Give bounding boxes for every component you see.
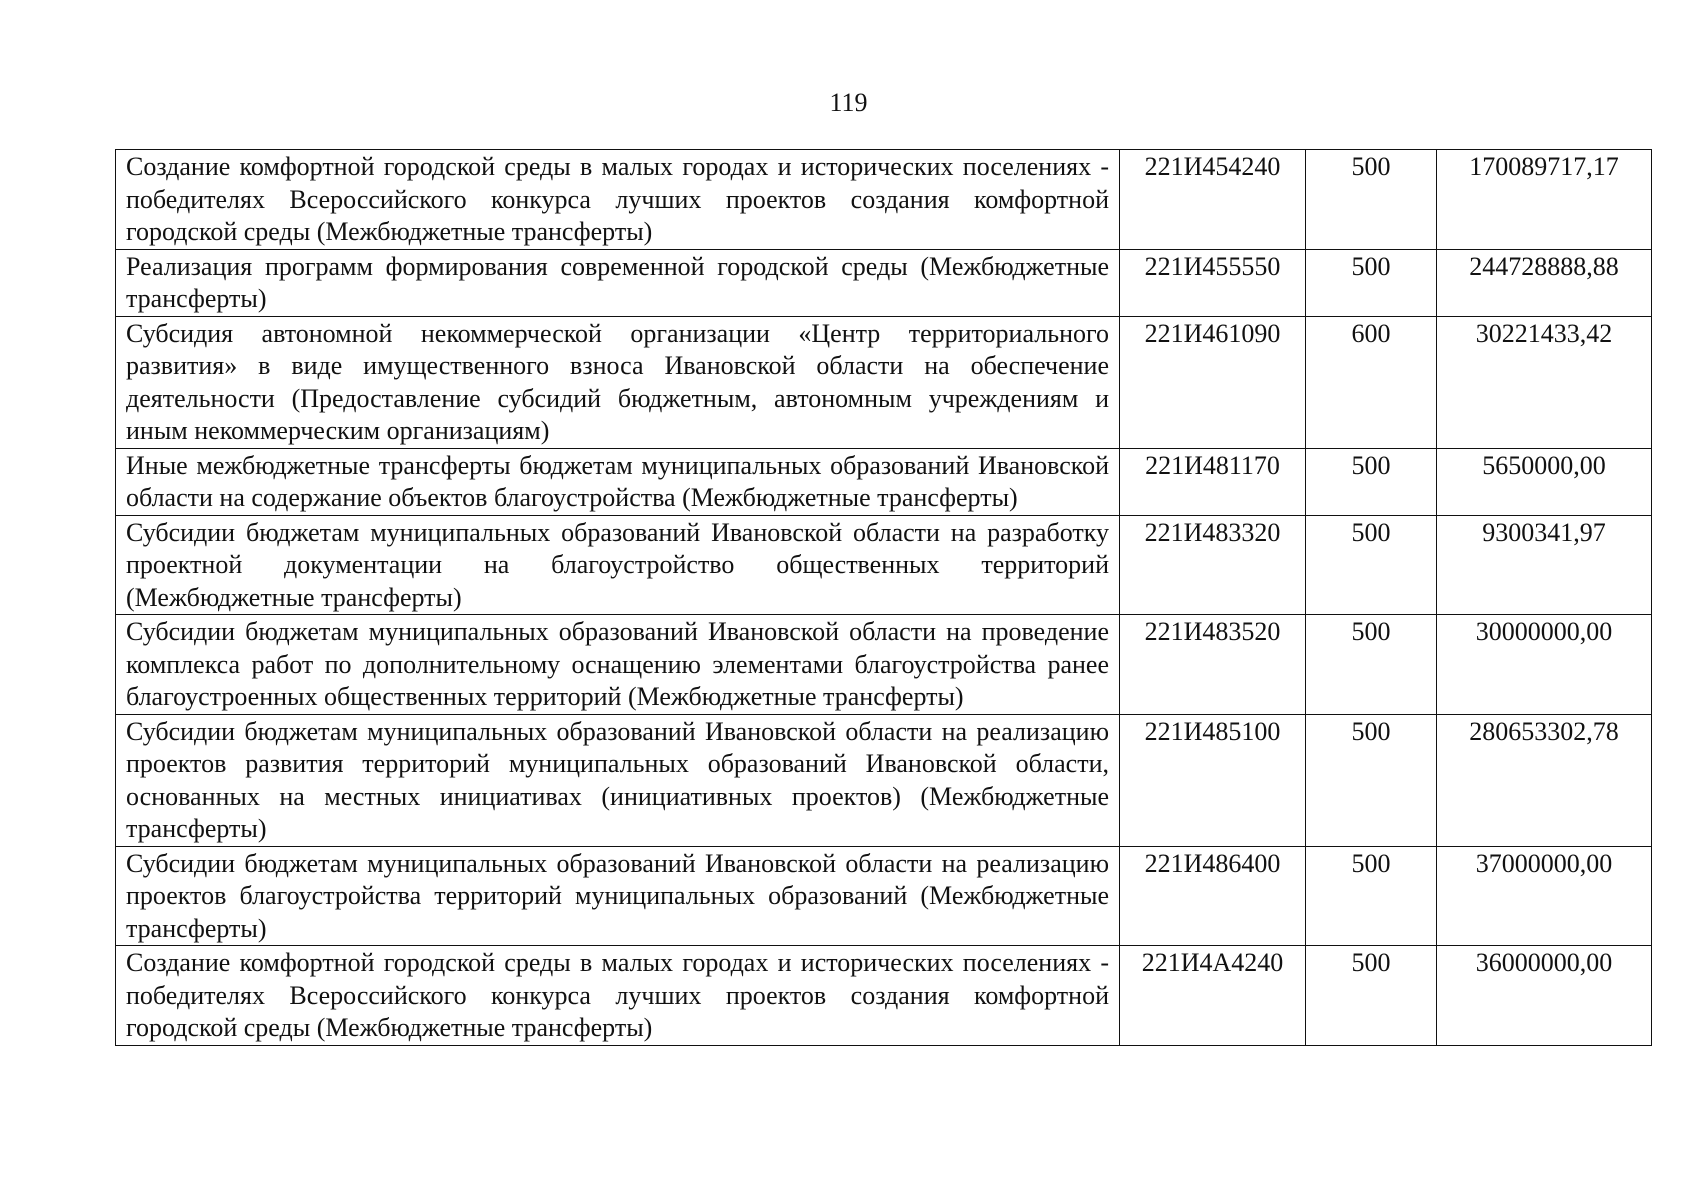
table-row	[116, 150, 1652, 250]
row-sum: 30000000,00	[1437, 615, 1652, 715]
table-row	[116, 846, 1652, 946]
table-row	[116, 249, 1652, 316]
page-number: 119	[829, 88, 868, 117]
row-kind: 500	[1306, 615, 1437, 715]
row-sum: 244728888,88	[1437, 249, 1652, 316]
row-code: 221И481170	[1120, 448, 1306, 515]
table-row	[116, 615, 1652, 715]
row-code: 221И455550	[1120, 249, 1306, 316]
row-sum: 37000000,00	[1437, 846, 1652, 946]
budget-table	[115, 149, 1652, 1046]
row-sum: 170089717,17	[1437, 150, 1652, 250]
row-description: Субсидии бюджетам муниципальных образований Ивановской области на проведение комплекса работ по дополнительному оснащению элементами благоустройства ранее благоустроенных общественных территорий (Межбюджетные трансферты)	[116, 615, 1120, 715]
row-code: 221И461090	[1120, 316, 1306, 448]
row-kind: 500	[1306, 714, 1437, 846]
row-description: Субсидии бюджетам муниципальных образований Ивановской области на разработку проектной документации на благоустройство общественных территорий (Межбюджетные трансферты)	[116, 515, 1120, 615]
row-description: Реализация программ формирования современной городской среды (Межбюджетные трансферты)	[116, 249, 1120, 316]
row-description: Субсидия автономной некоммерческой организации «Центр территориального развития» в виде имущественного взноса Ивановской области на обеспечение деятельности (Предоставление субсидий бюджетным, автономным учреждениям и иным некоммерческим организациям)	[116, 316, 1120, 448]
row-code: 221И483320	[1120, 515, 1306, 615]
row-description: Субсидии бюджетам муниципальных образований Ивановской области на реализацию проектов благоустройства территорий муниципальных образований (Межбюджетные трансферты)	[116, 846, 1120, 946]
row-code: 221И4А4240	[1120, 946, 1306, 1046]
table-row	[116, 714, 1652, 846]
table-row	[116, 515, 1652, 615]
row-kind: 500	[1306, 150, 1437, 250]
row-kind: 500	[1306, 846, 1437, 946]
row-kind: 500	[1306, 249, 1437, 316]
row-sum: 9300341,97	[1437, 515, 1652, 615]
table-row	[116, 316, 1652, 448]
row-kind: 500	[1306, 515, 1437, 615]
row-kind: 600	[1306, 316, 1437, 448]
row-sum: 5650000,00	[1437, 448, 1652, 515]
row-description: Создание комфортной городской среды в малых городах и исторических поселениях - победителях Всероссийского конкурса лучших проектов создания комфортной городской среды (Межбюджетные трансферты)	[116, 150, 1120, 250]
row-description: Иные межбюджетные трансферты бюджетам муниципальных образований Ивановской области на содержание объектов благоустройства (Межбюджетные трансферты)	[116, 448, 1120, 515]
row-sum: 30221433,42	[1437, 316, 1652, 448]
row-description: Субсидии бюджетам муниципальных образований Ивановской области на реализацию проектов развития территорий муниципальных образований Ивановской области, основанных на местных инициативах (инициативных проектов) (Межбюджетные трансферты)	[116, 714, 1120, 846]
row-code: 221И454240	[1120, 150, 1306, 250]
table-row	[116, 448, 1652, 515]
row-code: 221И486400	[1120, 846, 1306, 946]
table-row	[116, 946, 1652, 1046]
row-code: 221И485100	[1120, 714, 1306, 846]
row-sum: 280653302,78	[1437, 714, 1652, 846]
row-sum: 36000000,00	[1437, 946, 1652, 1046]
row-kind: 500	[1306, 448, 1437, 515]
row-code: 221И483520	[1120, 615, 1306, 715]
row-description: Создание комфортной городской среды в малых городах и исторических поселениях - победителях Всероссийского конкурса лучших проектов создания комфортной городской среды (Межбюджетные трансферты)	[116, 946, 1120, 1046]
row-kind: 500	[1306, 946, 1437, 1046]
